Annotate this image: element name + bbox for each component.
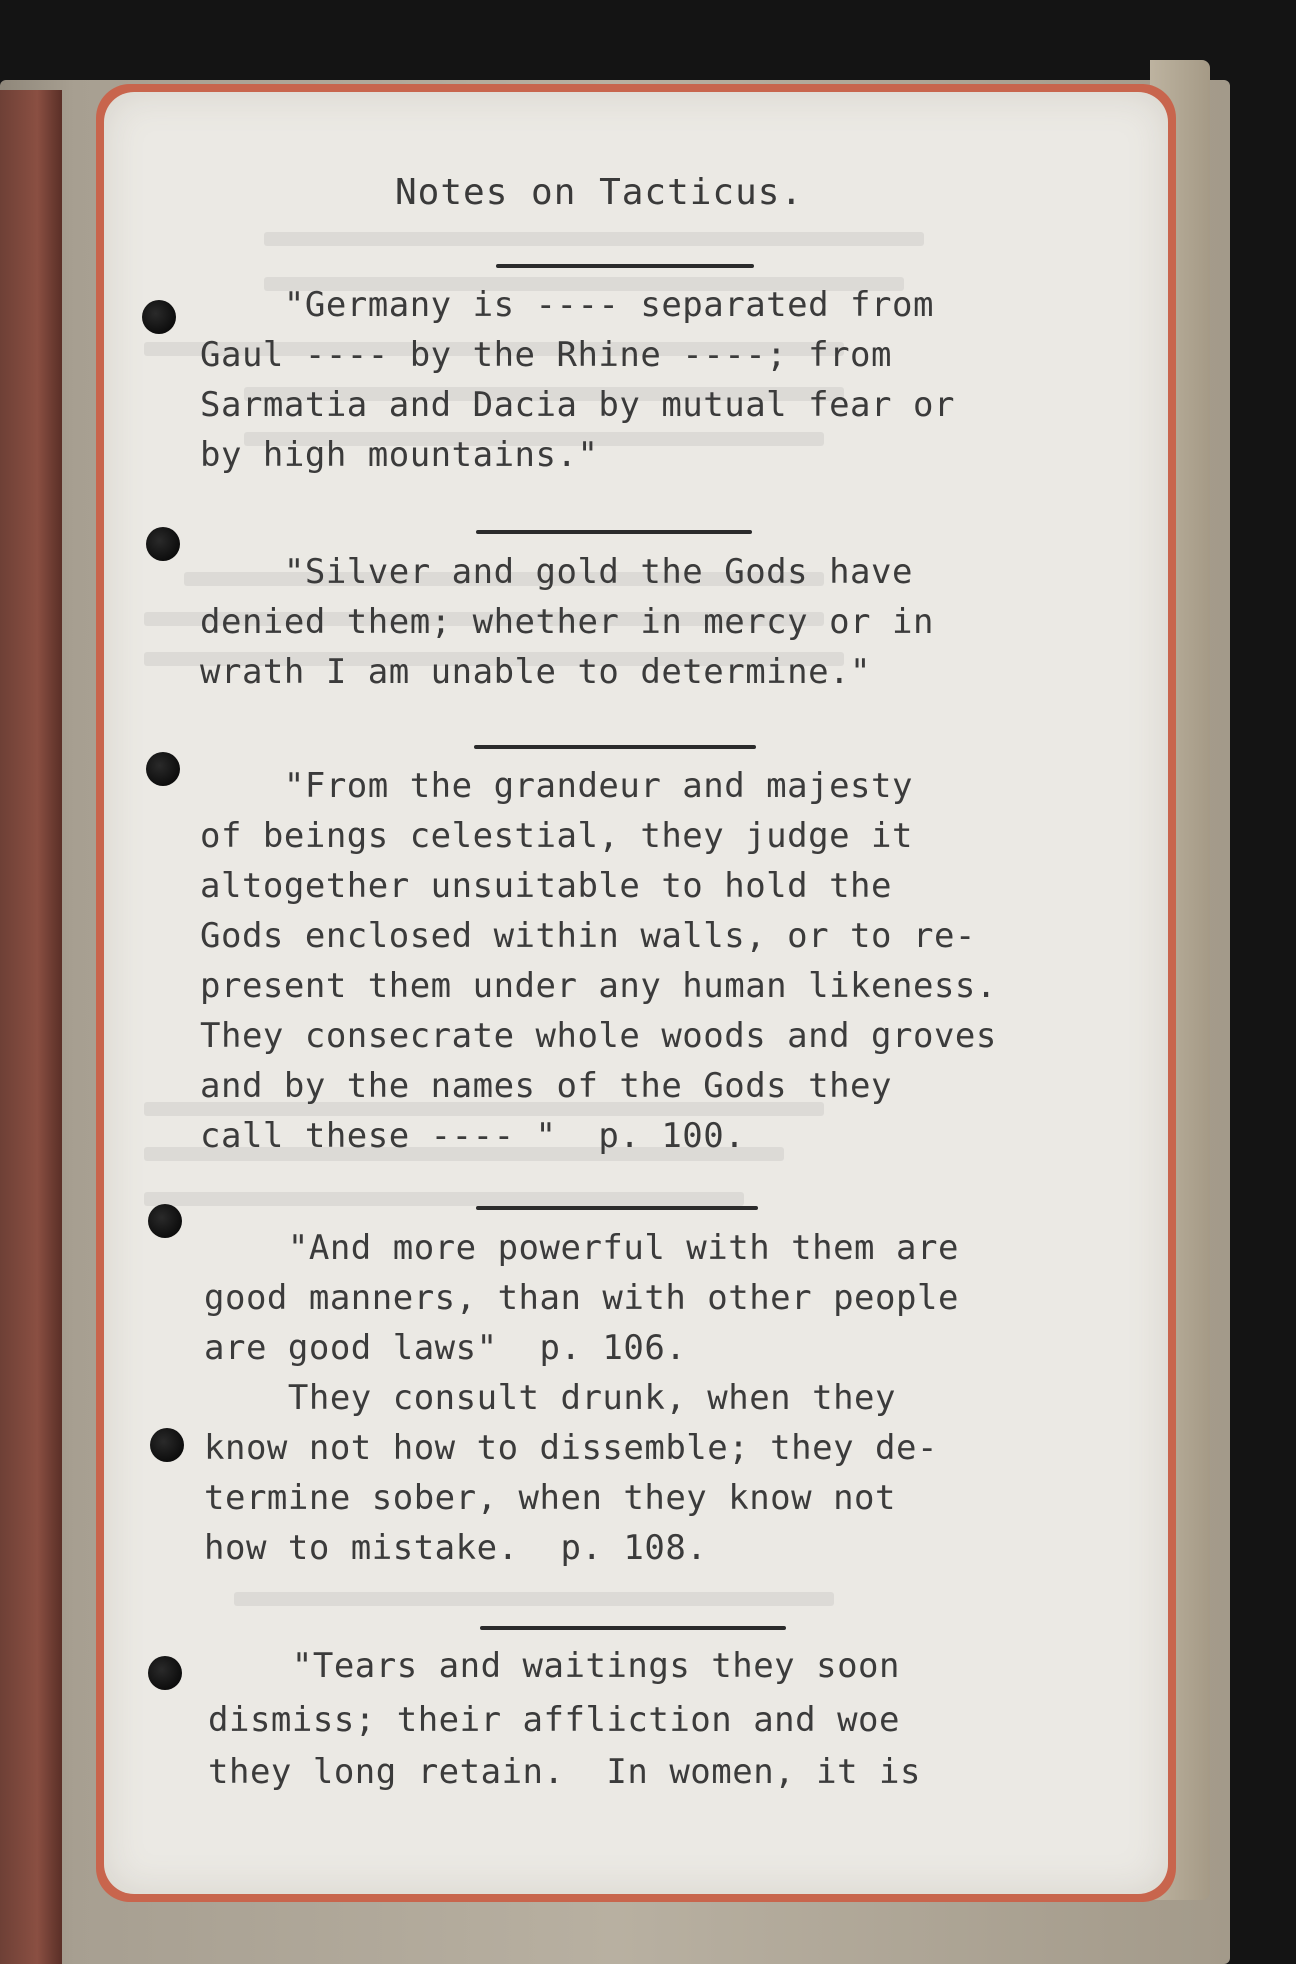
text-line: wrath I am unable to determine."	[200, 652, 872, 692]
text-line: call these ---- " p. 100.	[200, 1116, 746, 1156]
text-line: dismiss; their affliction and woe	[208, 1700, 901, 1740]
text-line: "Tears and waitings they soon	[208, 1646, 901, 1686]
text-line: Gaul ---- by the Rhine ----; from	[200, 335, 893, 375]
text-line: are good laws" p. 106.	[204, 1328, 687, 1368]
text-line: Gods enclosed within walls, or to re-	[200, 916, 976, 956]
separator-rule	[480, 1626, 786, 1630]
separator-rule	[496, 264, 754, 268]
binder-hole	[146, 527, 180, 561]
text-line: They consecrate whole woods and groves	[200, 1016, 997, 1056]
text-line: termine sober, when they know not	[204, 1478, 897, 1518]
text-line: denied them; whether in mercy or in	[200, 602, 934, 642]
binder-hole	[146, 752, 180, 786]
text-line: they long retain. In women, it is	[208, 1752, 921, 1792]
text-line: "Germany is ---- separated from	[200, 285, 934, 325]
text-line: "Silver and gold the Gods have	[200, 552, 913, 592]
text-line: They consult drunk, when they	[204, 1378, 897, 1418]
binder-hole	[150, 1428, 184, 1462]
text-line: "From the grandeur and majesty	[200, 766, 913, 806]
page-title: Notes on Tacticus.	[395, 172, 804, 213]
text-line: and by the names of the Gods they	[200, 1066, 893, 1106]
binder-hole	[148, 1204, 182, 1238]
separator-rule	[476, 530, 752, 534]
separator-rule	[474, 745, 756, 749]
text-line: Sarmatia and Dacia by mutual fear or	[200, 385, 955, 425]
binder-hole	[142, 300, 176, 334]
text-line: how to mistake. p. 108.	[204, 1528, 708, 1568]
separator-rule	[476, 1206, 758, 1210]
text-line: altogether unsuitable to hold the	[200, 866, 893, 906]
binder-spine	[0, 90, 62, 1964]
text-line: good manners, than with other people	[204, 1278, 959, 1318]
text-line: present them under any human likeness.	[200, 966, 997, 1006]
text-line: of beings celestial, they judge it	[200, 816, 913, 856]
text-line: by high mountains."	[200, 435, 599, 475]
binder-hole	[148, 1656, 182, 1690]
text-line: know not how to dissemble; they de-	[204, 1428, 938, 1468]
text-line: "And more powerful with them are	[204, 1228, 959, 1268]
